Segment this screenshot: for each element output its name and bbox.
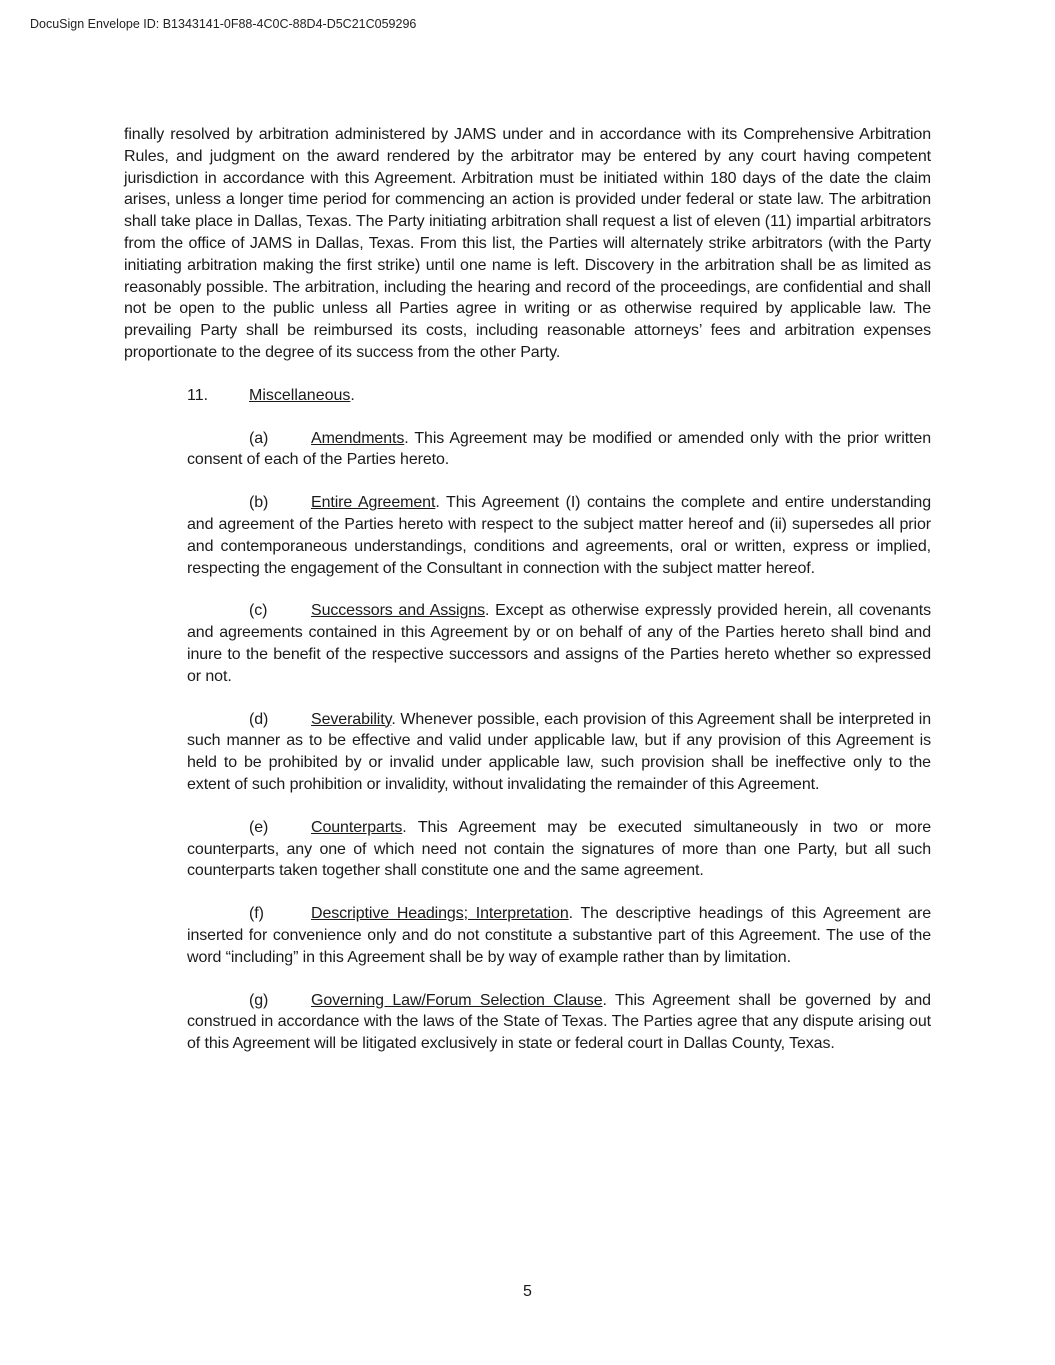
section-heading-miscellaneous — [124, 385, 931, 407]
subsection-title: Descriptive Headings; Interpretation — [311, 905, 569, 923]
subsection-governing-law — [187, 990, 931, 1055]
subsection-title: Counterparts — [311, 818, 403, 836]
subsection-text: . This Agreement (I) contains the complete and entire understanding and agreement of the Parties hereto with respect to the subject matter hereof and (ii) supersedes all prior and contemporaneous understandings, conditions and agreements, oral or written, express or implied, respecting the engagement of the Consultant in connection with the subject matter hereof. — [187, 494, 931, 577]
subsection-label: (a) — [249, 429, 269, 447]
arbitration-paragraph: finally resolved by arbitration administered by JAMS under and in accordance with its Comprehensive Arbitration Rules, and judgment on the award rendered by the arbitrator may be entered by any court having competent jurisdiction in accordance with this Agreement. Arbitration must be initiated within 180 days of the date the claim arises, unless a longer time period for commencing an action is provided under federal or state law. The arbitration shall take place in Dallas, Texas. The Party initiating arbitration shall request a list of eleven (11) impartial arbitrators from the office of JAMS in Dallas, Texas. From this list, the Parties will alternately strike arbitrators (with the Party initiating arbitration making the first strike) until one name is left. Discovery in the arbitration shall be as limited as reasonably possible. The arbitration, including the hearing and record of the proceedings, are confidential and shall not be open to the public unless all Parties agree in writing or as otherwise required by applicable law. The prevailing Party shall be reimbursed its costs, including reasonable attorneys’ fees and arbitration expenses proportionate to the degree of its success from the other Party. — [124, 126, 931, 361]
subsection-label: (b) — [249, 494, 269, 512]
subsection-text: . Whenever possible, each provision of this Agreement shall be interpreted in such manner as to be effective and valid under applicable law, but if any provision of this Agreement is held to be prohibited by or invalid under applicable law, such provision shall be ineffective only to the extent of such prohibition or invalidity, without invalidating the remainder of this Agreement. — [187, 710, 931, 793]
subsection-entire-agreement — [187, 492, 931, 579]
subsection-text: . This Agreement may be executed simultaneously in two or more counterparts, any one of which need not contain the signatures of more than one Party, but all such counterparts taken together shall constitute one and the same agreement. — [187, 818, 931, 880]
subsection-label: (g) — [249, 991, 269, 1009]
subsection-title: Successors and Assigns — [311, 602, 485, 620]
subsection-text: . This Agreement shall be governed by and construed in accordance with the laws of the State of Texas. The Parties agree that any dispute arising out of this Agreement will be litigated exclusively in state or federal court in Dallas County, Texas. — [187, 991, 931, 1053]
subsection-label: (f) — [249, 905, 264, 923]
subsection-text: . The descriptive headings of this Agreement are inserted for convenience only and do not constitute a substantive part of this Agreement. The use of the word “including” in this Agreement shall be by way of example rather than by limitation. — [187, 905, 931, 966]
subsection-title: Severability — [311, 710, 392, 728]
section-number: 11. — [187, 386, 209, 404]
page-number: 5 — [523, 1283, 532, 1300]
docusign-envelope-id: DocuSign Envelope ID: B1343141-0F88-4C0C-88D4-D5C21C059296 — [30, 17, 417, 31]
section-title: Miscellaneous — [249, 386, 351, 404]
subsection-title: Amendments — [311, 429, 405, 447]
subsection-severability — [187, 709, 931, 796]
subsection-title: Governing Law/Forum Selection Clause — [311, 991, 603, 1009]
subsection-amendments — [187, 428, 931, 472]
subsection-label: (c) — [249, 602, 268, 620]
subsection-text: . Except as otherwise expressly provided herein, all covenants and agreements contained in this Agreement by or on behalf of any of the Parties hereto shall bind and inure to the benefit of the respective successors and assigns of the Parties hereto whether so expressed or not. — [187, 602, 931, 685]
subsection-text: . This Agreement may be modified or amended only with the prior written consent of each of the Parties hereto. — [187, 429, 931, 469]
section-title-wrap — [249, 385, 355, 407]
document-body — [124, 124, 931, 1055]
subsection-descriptive-headings — [187, 903, 931, 968]
section-title-suffix: . — [350, 386, 355, 404]
subsection-label: (e) — [249, 818, 269, 836]
subsection-title: Entire Agreement — [311, 494, 436, 512]
subsection-successors-assigns — [187, 600, 931, 687]
subsection-counterparts — [187, 817, 931, 882]
subsection-label: (d) — [249, 710, 269, 728]
